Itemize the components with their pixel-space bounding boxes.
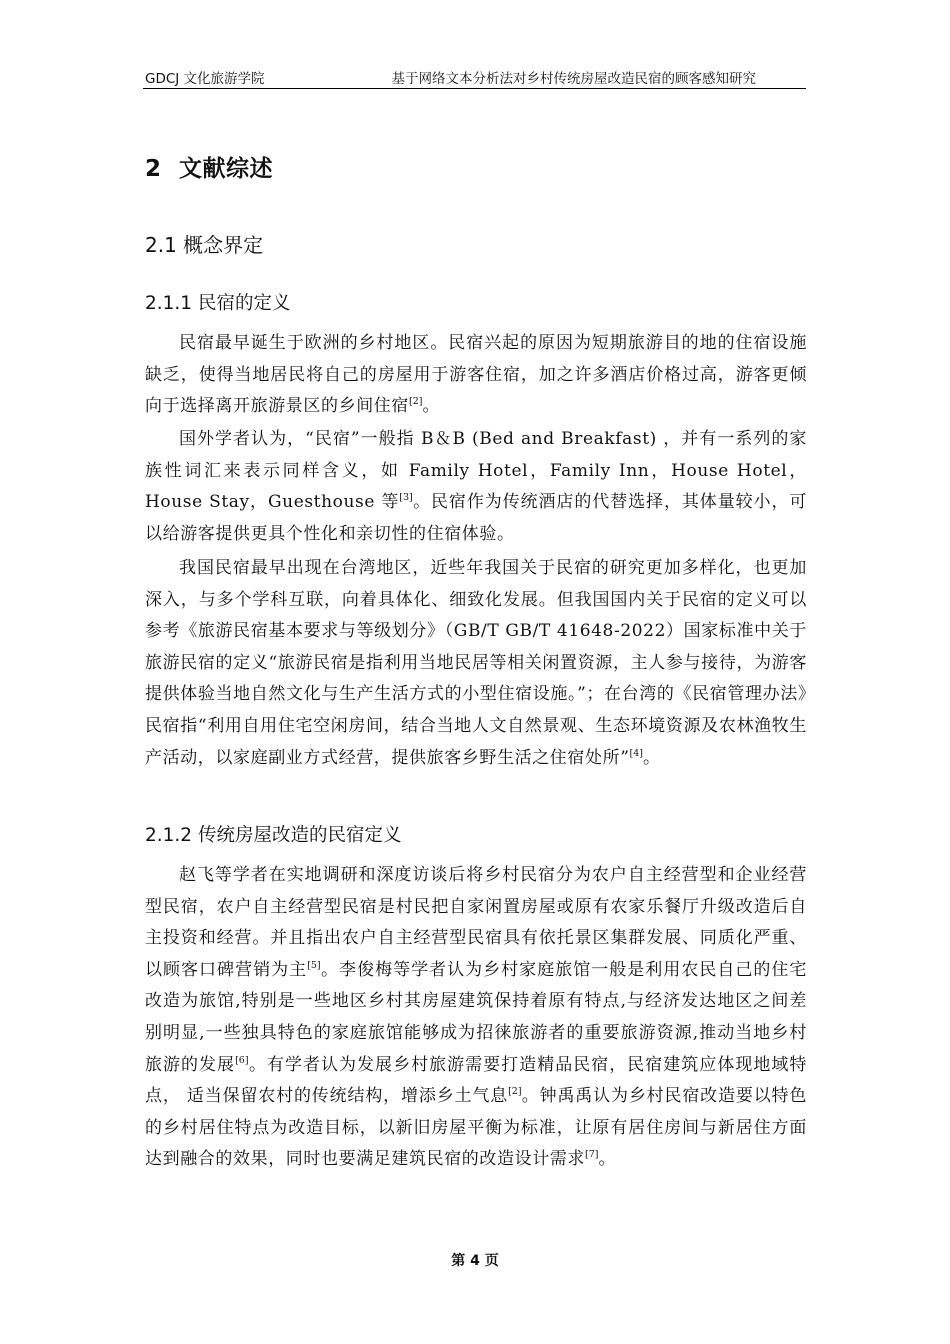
citation-ref: [7]	[585, 1149, 599, 1161]
citation-ref: [2]	[409, 396, 423, 408]
paragraph-text: 我国民宿最早出现在台湾地区，近些年我国关于民宿的研究更加多样化，也更加深入，与多个学科互联，向着具体化、细致化发展。但我国国内关于民宿的定义可以参考《旅游民宿基本要求与等级划分》（GB/T GB/T 41648-2022）国家标准中关于旅游民宿的定义“旅游民宿是指利用当地民居等相关闲置资源，主人参与接待，为游客提供体验当地自然文化与生产生活方式的小型住宿设施。”；在台湾的《民宿管理办法》民宿指“利用自用住宅空闲房间，结合当地人文自然景观、生态环境资源及农林渔牧生产活动，以家庭副业方式经营，提供旅客乡野生活之住宿处所”	[145, 558, 807, 768]
page-number: 第 4 页	[451, 1253, 499, 1269]
page-header	[143, 66, 806, 89]
paragraph-text: 。李俊梅等学者认为乡村家庭旅馆一般是利用农民自己的住宅改造为旅馆,特别是一些地区乡村其房屋建筑保持着原有特点,与经济发达地区之间差别明显,一些独具特色的家庭旅馆能够成为招徕旅游者的重要旅游资源,推动当地乡村旅游的发展	[145, 959, 807, 1075]
citation-ref: [3]	[399, 492, 413, 504]
citation-ref: [6]	[235, 1054, 249, 1066]
citation-ref: [4]	[629, 747, 643, 759]
chapter-number: 2	[145, 156, 162, 182]
paragraph-origin	[145, 328, 807, 423]
paragraph-text: 。	[422, 396, 441, 417]
paragraph-text: 民宿最早诞生于欧洲的乡村地区。民宿兴起的原因为短期旅游目的地的住宿设施缺乏，使得当地居民将自己的房屋用于游客住宿，加之许多酒店价格过高，游客更倾向于选择离开旅游景区的乡间住宿	[145, 333, 807, 417]
subsection-heading-2-1-2: 2.1.2 传统房屋改造的民宿定义	[145, 825, 402, 846]
paragraph-domestic-definition	[145, 553, 807, 774]
header-institution: GDCJ 文化旅游学院	[145, 71, 265, 87]
section-heading-2-1: 2.1 概念界定	[145, 233, 264, 257]
paragraph-renovation-definition	[145, 860, 807, 1176]
paragraph-text: 。	[642, 747, 661, 768]
paragraph-text: 。有学者认为发展乡村旅游需要打造精品民宿，民宿建筑应体现地域特点， 适当保留农村的传统结构，增添乡土气息	[145, 1054, 807, 1107]
subsection-heading-2-1-1: 2.1.1 民宿的定义	[145, 293, 291, 314]
chapter-heading	[145, 150, 273, 183]
citation-ref: [5]	[307, 959, 321, 971]
paragraph-text: 国外学者认为，“民宿”一般指 B＆B (Bed and Breakfast) ，并有一系列的家族性词汇来表示同样含义，如 Family Hotel，Family Inn，House Hotel，House Stay，Guesthouse 等	[145, 429, 807, 513]
paragraph-text: 。	[598, 1149, 617, 1170]
chapter-title: 文献综述	[179, 156, 273, 182]
citation-ref: [2]	[508, 1086, 522, 1098]
paragraph-foreign-scholars	[145, 424, 807, 550]
paragraph-text: 。民宿作为传统酒店的代替选择，其体量较小，可以给游客提供更具个性化和亲切性的住宿体验。	[145, 492, 807, 544]
paragraph-text: 赵飞等学者在实地调研和深度访谈后将乡村民宿分为农户自主经营型和企业经营型民宿，农户自主经营型民宿是村民把自家闲置房屋或原有农家乐餐厅升级改造后自主投资和经营。并且指出农户自主经营型民宿具有依托景区集群发展、同质化严重、以顾客口碑营销为主	[145, 865, 807, 980]
paragraph-text: 。钟禹禹认为乡村民宿改造要以特色的乡村居住特点为改造目标，以新旧房屋平衡为标准，让原有居住房间与新居住方面达到融合的效果，同时也要满足建筑民宿的改造设计需求	[145, 1086, 807, 1170]
header-paper-title: 基于网络文本分析法对乡村传统房屋改造民宿的顾客感知研究	[391, 71, 756, 87]
